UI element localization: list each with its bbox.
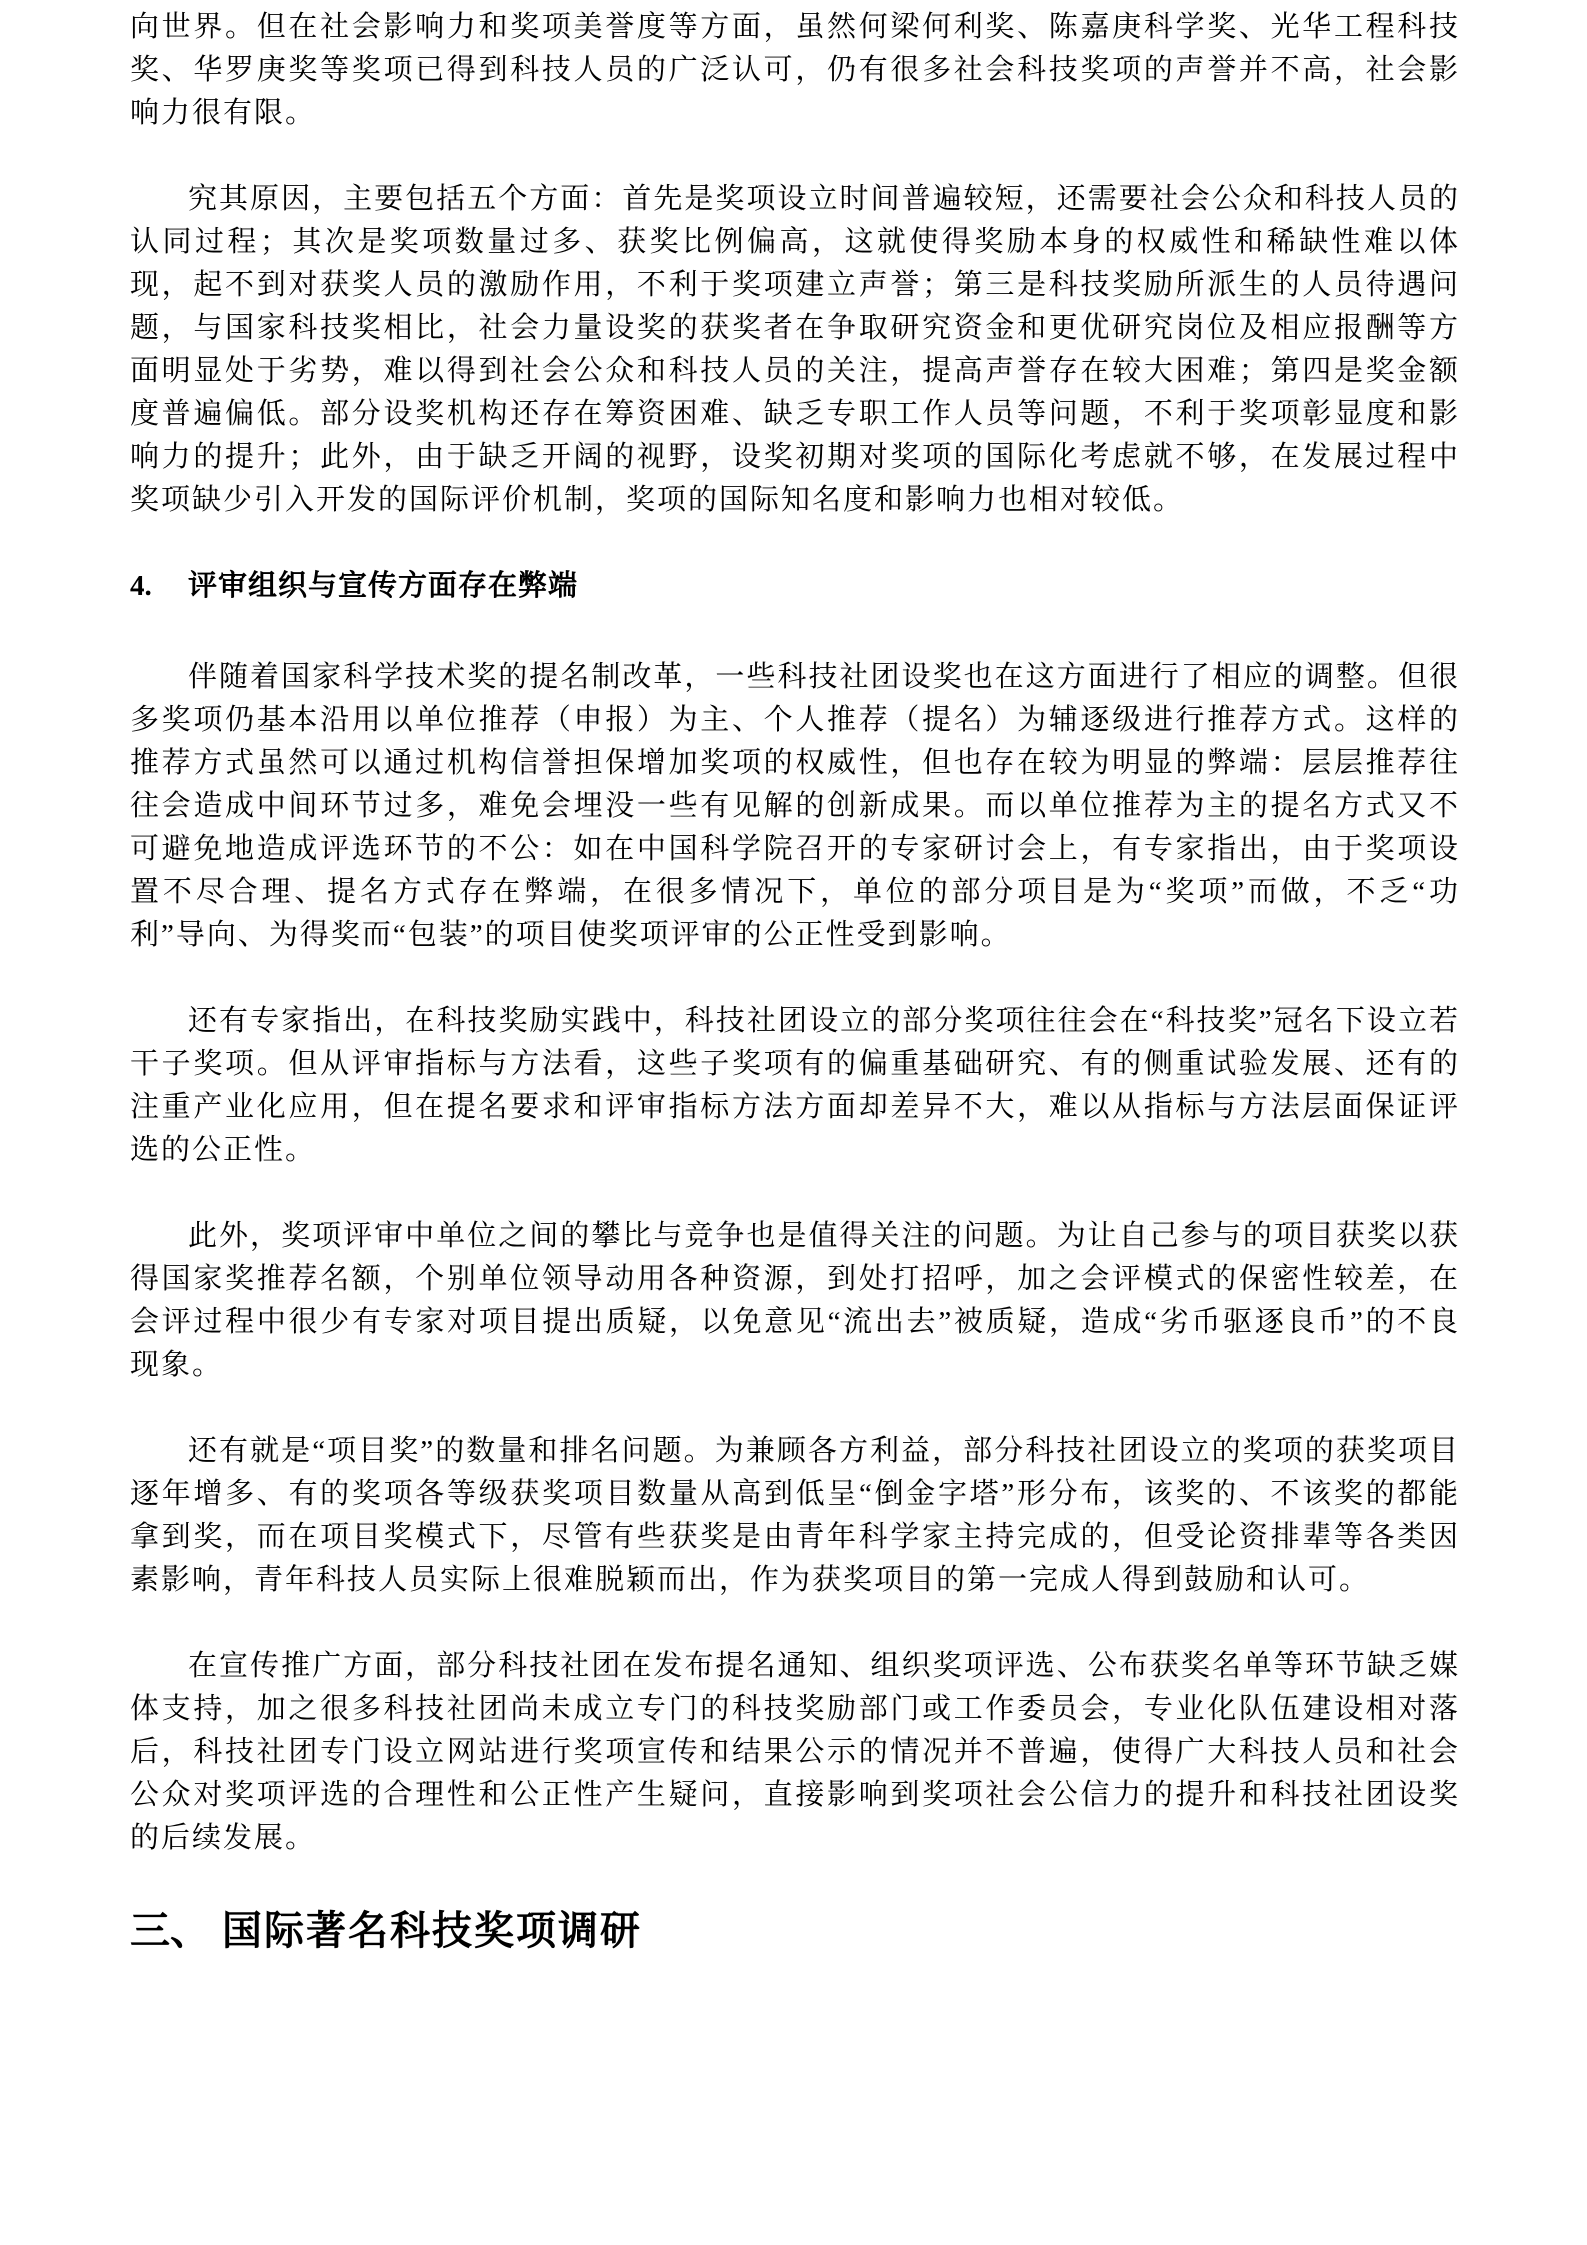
cause-analysis-paragraph: 究其原因，主要包括五个方面：首先是奖项设立时间普遍较短，还需要社会公众和科技人员的认同过程；其次是奖项数量过多、获奖比例偏高，这就使得奖励本身的权威性和稀缺性难以体现，起不到对获奖人员的激励作用，不利于奖项建立声誉；第三是科技奖励所派生的人员待遇问题，与国家科技奖相比，社会力量设奖的获奖者在争取研究资金和更优研究岗位及相应报酬等方面明显处于劣势，难以得到社会公众和科技人员的关注，提高声誉存在较大困难；第四是奖金额度普遍偏低。部分设奖机构还存在筹资困难、缺乏专职工作人员等问题，不利于奖项彰显度和影响力的提升；此外，由于缺乏开阔的视野，设奖初期对奖项的国际化考虑就不够，在发展过程中奖项缺少引入开发的国际评价机制，奖项的国际知名度和影响力也相对较低。 bbox=[130, 183, 1460, 516]
chapter-heading-title: 国际著名科技奖项调研 bbox=[222, 1909, 642, 1953]
section4-paragraph-1: 伴随着国家科学技术奖的提名制改革，一些科技社团设奖也在这方面进行了相应的调整。但很多奖项仍基本沿用以单位推荐（申报）为主、个人推荐（提名）为辅逐级进行推荐方式。这样的推荐方式虽然可以通过机构信誉担保增加奖项的权威性，但也存在较为明显的弊端：层层推荐往往会造成中间环节过多，难免会埋没一些有见解的创新成果。而以单位推荐为主的提名方式又不可避免地造成评选环节的不公：如在中国科学院召开的专家研讨会上，有专家指出，由于奖项设置不尽合理、提名方式存在弊端，在很多情况下，单位的部分项目是为“奖项”而做，不乏“功利”导向、为得奖而“包装”的项目使奖项评审的公正性受到影响。 bbox=[130, 661, 1460, 951]
chapter-heading-3 bbox=[130, 1903, 1460, 1959]
section4-paragraph-3: 此外，奖项评审中单位之间的攀比与竞争也是值得关注的问题。为让自己参与的项目获奖以获得国家奖推荐名额，个别单位领导动用各种资源，到处打招呼，加之会评模式的保密性较差，在会评过程中很少有专家对项目提出质疑，以免意见“流出去”被质疑，造成“劣币驱逐良币”的不良现象。 bbox=[130, 1220, 1460, 1381]
section4-paragraph-5: 在宣传推广方面，部分科技社团在发布提名通知、组织奖项评选、公布获奖名单等环节缺乏媒体支持，加之很多科技社团尚未成立专门的科技奖励部门或工作委员会，专业化队伍建设相对落后，科技社团专门设立网站进行奖项宣传和结果公示的情况并不普遍，使得广大科技人员和社会公众对奖项评选的合理性和公正性产生疑问，直接影响到奖项社会公信力的提升和科技社团设奖的后续发展。 bbox=[130, 1650, 1460, 1854]
continuation-paragraph: 向世界。但在社会影响力和奖项美誉度等方面，虽然何梁何利奖、陈嘉庚科学奖、光华工程科技奖、华罗庚奖等奖项已得到科技人员的广泛认可，仍有很多社会科技奖项的声誉并不高，社会影响力很有限。 bbox=[130, 11, 1460, 129]
section4-paragraph-2: 还有专家指出，在科技奖励实践中，科技社团设立的部分奖项往往会在“科技奖”冠名下设立若干子奖项。但从评审指标与方法看，这些子奖项有的偏重基础研究、有的侧重试验发展、还有的注重产业化应用，但在提名要求和评审指标方法方面却差异不大，难以从指标与方法层面保证评选的公正性。 bbox=[130, 1005, 1460, 1166]
section-heading-number: 4. bbox=[130, 570, 152, 602]
section-heading-4 bbox=[130, 565, 1460, 608]
chapter-heading-number: 三、 bbox=[130, 1909, 210, 1953]
section4-paragraph-4: 还有就是“项目奖”的数量和排名问题。为兼顾各方利益，部分科技社团设立的奖项的获奖项目逐年增多、有的奖项各等级获奖项目数量从高到低呈“倒金字塔”形分布，该奖的、不该奖的都能拿到奖，而在项目奖模式下，尽管有些获奖是由青年科学家主持完成的，但受论资排辈等各类因素影响，青年科技人员实际上很难脱颖而出，作为获奖项目的第一完成人得到鼓励和认可。 bbox=[130, 1435, 1460, 1596]
section-heading-title: 评审组织与宣传方面存在弊端 bbox=[188, 570, 579, 602]
